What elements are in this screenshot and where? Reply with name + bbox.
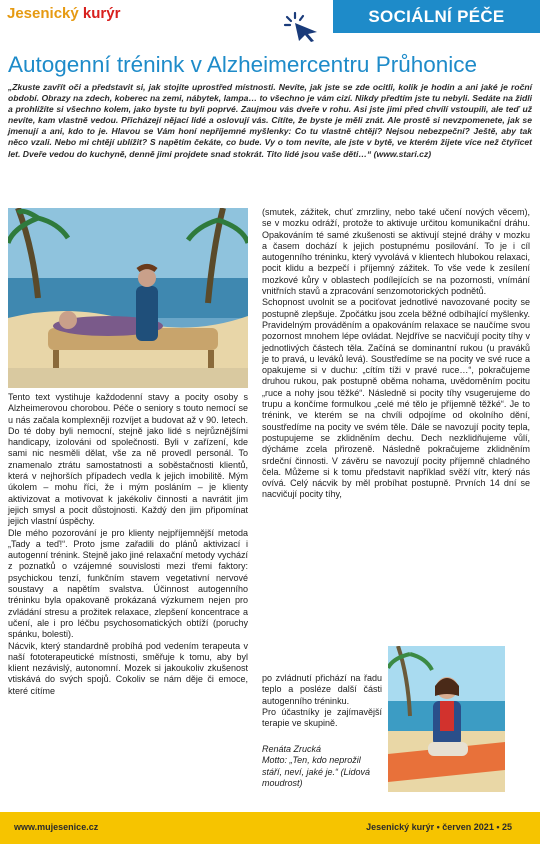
article-column-left [8, 392, 248, 697]
page-footer [0, 812, 540, 844]
article-paragraph: (smutek, zážitek, chuť zmrzliny, nebo také učení nových věcem), se v mozku odráží, protože to aktivuje určitou komunikační dráhu. Opakováním té samé zkušenosti se aktivují stejné dráhy v mozku a časem dochází k jejich postupnému posilování. To je i cíl autogenního tréninku, který vyvolává v klientech hlubokou relaxaci, pocit klidu a bezpečí i příjemný zážitek. To vše vede k zesílení mozkové kůry v oblastech podílejících se na pozornosti, vnímání vnitřních stavů a zpracování senzomotorických podnětů. [262, 207, 530, 297]
article-column-right-narrow [262, 673, 382, 729]
article-paragraph: Dle mého pozorování je pro klienty nejpříjemnější metoda „Tady a teď!“. Proto jsme zařadili do plánů aktivizací i autogenní trénink. Stejně jako jiné relaxační metody vychází z poznatků o vzájemné souvislosti mezi třemi faktory: psychickou tenzí, funkčním stavem vegetativní nervové soustavy a napětím svalstva. Účinnost autogenního tréninku byla opakovaně prokázaná výzkumem nejen pro zvládání stresu a prožitek relaxace, zlepšení koncentrace a učení, ale i pro léčbu psychosomatických obtíží (poruchy spánku, bolesti). [8, 527, 248, 640]
brand-name-part2: kurýr [82, 5, 121, 22]
article-paragraph: Pro účastníky je zajímavější terapie ve skupině. [262, 706, 382, 729]
author-motto: Motto: „Ten, kdo neprožil stáří, neví, jaké je.“ (Lidová moudrost) [262, 755, 371, 788]
brand-name-part1: Jesenický [7, 5, 79, 22]
article-title: Autogenní trénink v Alzheimercentru Průhonice [8, 52, 478, 77]
author-name: Renáta Zrucká [262, 744, 322, 754]
magazine-brand [7, 5, 120, 22]
article-paragraph: Nácvik, který standardně probíhá pod vedením terapeuta v naší fototerapeutické místnosti, směřuje k tomu, aby byl klient nezávislý, autonomní. Mozek si jakoukoliv zkušenost vtiskává do svých spojů. Cokoliv se nám děje či emoce, které cítíme [8, 640, 248, 696]
article-paragraph: Schopnost uvolnit se a pociťovat jednotlivé navozované pocity se postupně zlepšuje. Zpočátku jsou zcela běžné odbíhající myšlenky. Pravidelným prováděním a opakováním relaxace se naučíme svou pozornost mnohem lépe ovládat. Nejdříve se nacvičují pocity tíhy v jednotlivých částech těla. Začíná se dominantní rukou (u praváků je to pravá, u leváků levá). Soustředíme se na pocity ve své ruce a opakujeme si v duchu: „cítím tíži v pravé ruce…“, pokračujeme druhou rukou, pak postupně oběma nohama, uvědoměním pocitu „ruce a nohy jsou těžké“. Následně si pocity tíhy vsugerujeme do trupu a končíme formulkou „celé mé tělo je příjemně těžké“. Je to trénink, ve kterém se na chvíli odpojíme od okolního dění, soustředíme na pocity ve svém těle. Dále se navozují pocity tepla, postupujeme se zklidněním dechu. Dech nezklidňujeme vůlí, dýcháme zcela přirozeně. Následně pokračujeme zklidněním srdeční činnosti. V závěru se navozují pocity příjemně chladného čela. Můžeme si k tomu představit například svěží vítr, který nás ovívá. Celý nácvik by měl probíhat postupně. Prvních 14 dní se nacvičují pocity tíhy, [262, 297, 530, 500]
author-signature-block [262, 744, 382, 789]
therapy-room-photo [8, 208, 248, 388]
cursor-click-icon [283, 10, 323, 42]
author-portrait-photo [388, 646, 505, 792]
section-label: SOCIÁLNÍ PÉČE [333, 0, 540, 33]
article-paragraph: Tento text vystihuje každodenní stavy a pocity osoby s Alzheimerovou chorobou. Péče o seniory s touto nemocí se u nás začala komplexněji rozvíjet a budovat až v 90. letech. Do té doby byli nemocní, stejně jako lidé s nejrůznějšími handicapy, izolováni od společnosti. Byli v zařízení, kde sami nic nesměli dělat, vše za ně provedl personál. To znamenalo ztrátu samostatnosti a soběstačnosti klientů, která v nejhorších případech vedla k jejich imobilitě. Mým úkolem – mohu říci, že i mým posláním – je klienty aktivizovat a motivovat k jakékoliv činnosti a navrátit jim jejich smysl a pocit důstojnosti. Každý den jim připomínat jejich vlastní úspěchy. [8, 392, 248, 527]
article-intro: „Zkuste zavřít oči a představit si, jak stojíte uprostřed místnosti. Nevíte, jak jste se zde ocitli, kolik je hodin a ani jaké je roční období. Obrazy na zdech, koberec na zemi, nábytek, lampa… to všechno je vám cizí. Nikdy předtím jste tu nebyli. Sedáte na židli a prohlížíte si všechno kolem, jako byste tu byli poprvé. Zaujmou vás dveře v rohu. Asi jste jimi před chvílí vstoupili, ale teď už nevíte, kam vlastně vedou. Přicházejí nějací lidé a oslovují vás. Cítíte, že byste je měli znát. Ale prostě si nevzpomenete, jak se jmenují a ani, kdo to je. Hlavou se Vám honí nepříjemné myšlenky: Co tu vlastně chtějí? Nejsou nebezpeční? Ještě, aby tak něco vzali. Nebo mi chtějí ublížit? S napětím čekáte, co bude. Vy o tom nevíte, ale jste v bytě, ve kterém žijete více než čtyřicet let. Dveře vedou do kuchyně, denně jimi projdete snad stokrát. Tito lidé jsou vaše děti…“ (www.stari.cz) [8, 82, 532, 159]
article-column-right [262, 207, 530, 501]
footer-issue-info: Jesenický kurýr • červen 2021 • 25 [366, 822, 512, 832]
page-header [0, 0, 540, 40]
footer-url[interactable]: www.mujesenice.cz [14, 822, 99, 832]
article-paragraph: po zvládnutí přichází na řadu teplo a posléze další části autogenního tréninku. [262, 673, 382, 706]
